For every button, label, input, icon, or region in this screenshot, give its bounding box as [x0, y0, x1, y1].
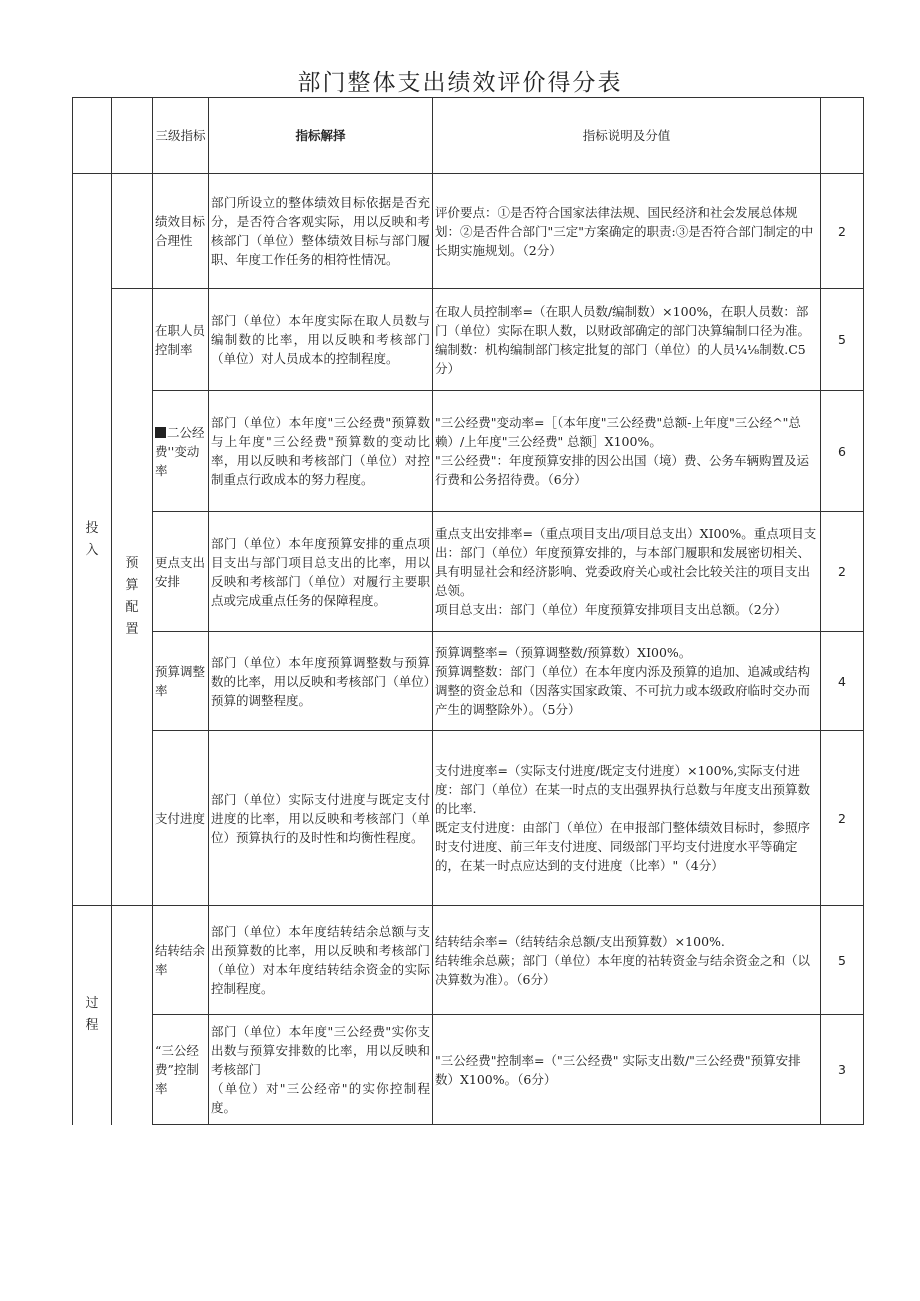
indicator-name: “三公经费”控制率	[153, 1015, 209, 1125]
indicator-score: 4	[821, 632, 864, 731]
header-desc: 指标说明及分值	[433, 98, 821, 174]
indicator-explain: 部门（单位）本年度"三公经费"预算数与上年度"三公经费"预算数的变动比率，用以反映和考核部门（单位）对控制重点行政成本的努力程度。	[209, 391, 433, 512]
table-header-row	[73, 98, 864, 174]
header-explain: 指标解择	[209, 98, 433, 174]
indicator-name: 预算调整率	[153, 632, 209, 731]
indicator-score: 2	[821, 174, 864, 289]
score-table	[72, 97, 864, 1125]
indicator-desc: 重点支出安排率=（重点项目支出/项目总支出）XI00%。重点项目支出：部门（单位）年度预算安排的，与本部门履职和发展密切相关、具有明显社会和经济影响、党委政府关心或社会比较关注的项目支出总领。 项目总支出：部门（单位）年度预算安排项目支出总额。（2分）	[433, 512, 821, 632]
indicator-explain: 部门（单位）本年度实际在取人员数与编制数的比率，用以反映和考核部门（单位）对人员成本的控制程度。	[209, 289, 433, 391]
indicator-explain: 部门（单位）本年度预算调整数与预算数的比率，用以反映和考核部门（单位）预算的调整程度。	[209, 632, 433, 731]
indicator-explain: 部门（单位）本年度预算安排的重点项目支出与部门项目总支出的比率，用以反映和考核部门（单位）对履行主要职点或完成重点任务的保障程度。	[209, 512, 433, 632]
table-row	[73, 174, 864, 289]
indicator-explain: 部门所设立的整体绩效目标依据是否充分，是否符合客观实际，用以反映和考核部门（单位）整体绩效目标与部门履职、年度工作任务的相符性情况。	[209, 174, 433, 289]
indicator-name: 在职人员控制率	[153, 289, 209, 391]
indicator-name: 结转结余率	[153, 906, 209, 1015]
indicator-desc: 结转结余率=（结转结余总额/支出预算数）×100%. 结转维余总蕨；部门（单位）本年度的祜转资金与结余资金之和（以决算数为准）。（6分）	[433, 906, 821, 1015]
indicator-score: 3	[821, 1015, 864, 1125]
indicator-desc: "三公经费"控制率=（"三公经费" 实际支出数/"三公经费"预算安排数）X100%。（6分）	[433, 1015, 821, 1125]
table-row	[73, 1015, 864, 1125]
indicator-explain: 部门（单位）实际支付进度与既定支付进度的比率，用以反映和考核部门（单位）预算执行的及时性和均衡性程度。	[209, 731, 433, 906]
indicator-score: 2	[821, 731, 864, 906]
group-input: 投入	[73, 174, 112, 906]
indicator-desc: 支付进度率=（实际支付进度/既定支付进度）×100%,实际支付进度：部门（单位）在某一时点的支出强界执行总数与年度支出预算数的比率. 既定支付进度：由部门（单位）在申报部门整体绩效目标时，参照序时支付进度、前三年支付进度、同级部门平均支付进度水平等确定的，在某一时点应达到的支付进度（比率）"（4分）	[433, 731, 821, 906]
table-row	[73, 391, 864, 512]
header-score-cell	[821, 98, 864, 174]
group-budget: 预算配置	[112, 289, 153, 906]
indicator-desc: 评价要点：①是否符合国家法律法规、国民经济和社会发展总体规划：②是否件合部门"三定"方案确定的职责:③是否符合部门制定的中长期实施规划。（2分）	[433, 174, 821, 289]
indicator-name: 支付进度	[153, 731, 209, 906]
indicator-score: 2	[821, 512, 864, 632]
indicator-explain: 部门（单位）本年度结转结余总额与支出预算数的比率，用以反映和考核部门（单位）对本年度结转结余资金的实际控制程度。	[209, 906, 433, 1015]
table-row	[73, 731, 864, 906]
indicator-name: 二公经费''变动率	[153, 391, 209, 512]
indicator-score: 5	[821, 906, 864, 1015]
header-level1-cell	[73, 98, 112, 174]
group-blank	[112, 174, 153, 289]
group-blank	[112, 906, 153, 1125]
indicator-desc: 预算调整率=（预算调整数/预算数）XI00%。 预算调整数：部门（单位）在本年度内泺及预算的追加、追减或结构调整的资金总和（因落实国家政策、不可抗力或本级政府临时交办而产生的调整除外）。（5分）	[433, 632, 821, 731]
indicator-desc: 在取人员控制率=（在职人员数/编制数）×100%，在职人员数：部门（单位）实际在职人数，以财政部确定的部门决算编制口径为准。编制数：机构编制部门核定批复的部门（单位）的人员¼⅛制数.C5分）	[433, 289, 821, 391]
table-row	[73, 512, 864, 632]
table-row	[73, 906, 864, 1015]
square-mark-icon	[155, 427, 166, 438]
header-level3: 三级指标	[153, 98, 209, 174]
group-process: 过程	[73, 906, 112, 1125]
indicator-explain: 部门（单位）本年度"三公经费"实你支出数与预算安排数的比率，用以反映和考核部门 （单位）对"三公经帝"的实你控制程度。	[209, 1015, 433, 1125]
indicator-score: 5	[821, 289, 864, 391]
indicator-score: 6	[821, 391, 864, 512]
table-row	[73, 632, 864, 731]
header-level2-cell	[112, 98, 153, 174]
indicator-name: 绩效目标合理性	[153, 174, 209, 289]
page-title: 部门整体支出绩效评价得分表	[297, 70, 623, 96]
indicator-desc: "三公经费"变动率=［（本年度"三公经费"总额-上年度"三公经^"总赖）/上年度"三公经费" 总额］X100%。 "三公经费"：年度预算安排的因公出国（境）费、公务车辆购置及运行费和公务招待费。（6分）	[433, 391, 821, 512]
indicator-name: 更点支出安排	[153, 512, 209, 632]
table-row	[73, 289, 864, 391]
